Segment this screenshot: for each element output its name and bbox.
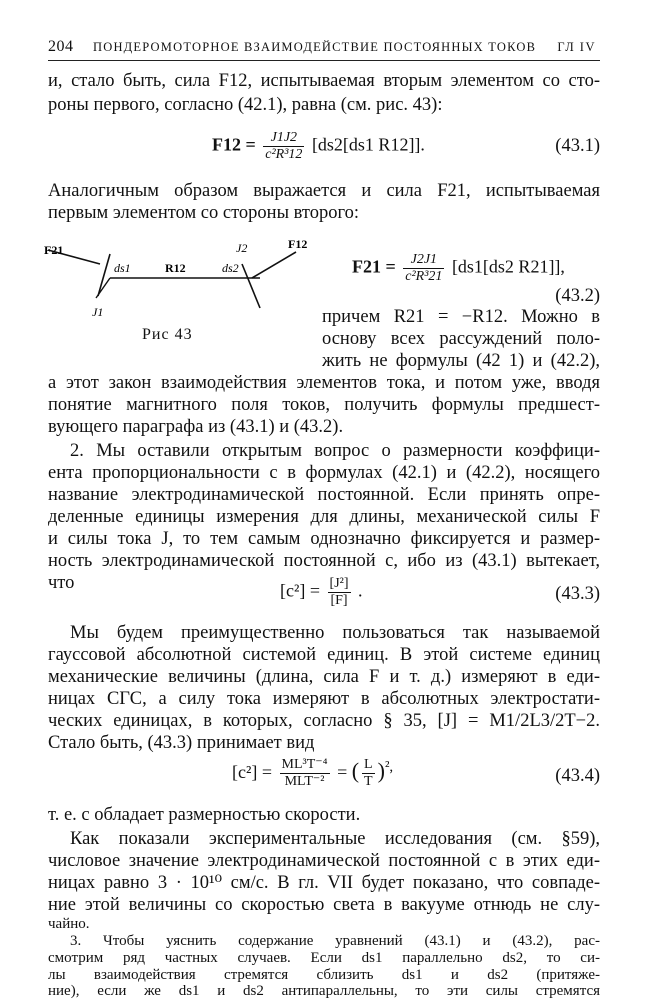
equation-number: (43.3) xyxy=(555,584,600,604)
f12-arrow xyxy=(252,252,296,278)
text-line: числовое значение электродинамической постоянной c в этих еди- xyxy=(48,851,600,871)
text-line: смотрим ряд частных случаев. Если ds1 параллельно ds2, то си- xyxy=(48,950,600,966)
text-line: 2. Мы оставили открытым вопрос о размерности коэффици- xyxy=(70,441,600,461)
text-line: деленные единицы измерения для длины, механической силы F xyxy=(48,507,600,527)
ds1-element xyxy=(98,254,110,296)
text-line: причем R21 = −R12. Можно в xyxy=(322,307,600,327)
text-line: 3. Чтобы уяснить содержание уравнений (43.1) и (43.2), рас- xyxy=(70,933,600,949)
label-r12: R12 xyxy=(165,261,186,275)
text-line: ента пропорциональности c в формулах (42.1) и (42.2), носящего xyxy=(48,463,600,483)
chapter-label: ГЛ IV xyxy=(557,40,596,54)
text-line: т. е. c обладает размерностью скорости. xyxy=(48,805,361,825)
running-header xyxy=(48,38,600,61)
text-line: ние этой величины со скоростью света в вакууме отнюдь не слу- xyxy=(48,895,600,915)
label-f21: F21 xyxy=(44,243,64,257)
equation-43-2: F21 = $\frac{J2J1}{\text{c²R³21}}$ [ds1[ds2 R21]], xyxy=(352,252,565,284)
label-j1: J1 xyxy=(92,305,104,319)
text-line: ческих единицах, в которых, согласно § 35, [J] = M1/2L3/2T−2. xyxy=(48,711,600,731)
text-line: что xyxy=(48,573,75,593)
text-line: гауссовой абсолютной системой единиц. В этой системе единиц xyxy=(48,645,600,665)
text-line: ность электродинамической постоянной c, ибо из (43.1) вытекает, xyxy=(48,551,600,571)
label-j2: J2 xyxy=(236,241,248,255)
figure-caption: Рис 43 xyxy=(142,326,193,343)
equation-number: (43.4) xyxy=(555,766,600,786)
text-line: роны первого, согласно (42.1), равна (см. рис. 43): xyxy=(48,95,443,115)
text-line: Аналогичным образом выражается и сила F21, испытываемая xyxy=(48,181,600,201)
text-line: и силы тока J, то тем самым однозначно фиксируется и размер- xyxy=(48,529,600,549)
text-line: лы взаимодействия стремятся сблизить ds1 и ds2 (притяже- xyxy=(48,967,600,983)
label-f12: F12 xyxy=(288,237,308,251)
text-line: ницах равно 3 · 10¹⁰ см/с. В гл. VII будет показано, что совпаде- xyxy=(48,873,600,893)
ds2-element xyxy=(242,264,260,308)
text-line: Как показали экспериментальные исследования (см. §59), xyxy=(70,829,600,849)
text-line: механические величины (длина, сила F и т. д.) измеряют в еди- xyxy=(48,667,600,687)
text-line: ницах СГС, а силу тока измеряют в абсолютных электростати- xyxy=(48,689,600,709)
text-line: Мы будем преимущественно пользоваться так называемой xyxy=(70,623,600,643)
text-line: ние), если же ds1 и ds2 антипараллельны, то эти силы стремятся xyxy=(48,983,600,999)
text-line: основу всех рассуждений поло- xyxy=(322,329,600,349)
text-line: понятие магнитного поля токов, получить формулы предшест- xyxy=(48,395,600,415)
text-line: название электродинамической постоянной. Если принять опре- xyxy=(48,485,600,505)
equation-number: (43.2) xyxy=(555,286,600,306)
text-line: а этот закон взаимодействия элементов тока, и потом уже, вводя xyxy=(48,373,600,393)
equation-43-1: F12 = $\frac{J1J2}{\text{c²R³12}}$ [ds2[ds1 R12]]. xyxy=(212,130,425,162)
equation-number: (43.1) xyxy=(555,136,600,156)
label-ds1: ds1 xyxy=(114,261,131,275)
figure-43 xyxy=(30,237,320,368)
label-ds2: ds2 xyxy=(222,261,239,275)
text-line: первым элементом со стороны второго: xyxy=(48,203,360,223)
equation-43-3: [c²] = $\frac{\text{[J²]}}{[F]}$ . xyxy=(280,576,363,608)
text-line: Стало быть, (43.3) принимает вид xyxy=(48,733,315,753)
text-line: чайно. xyxy=(48,916,90,932)
page-number: 204 xyxy=(48,38,74,55)
running-title: ПОНДЕРОМОТОРНОЕ ВЗАИМОДЕЙСТВИЕ ПОСТОЯННЫХ ТОКОВ xyxy=(93,40,537,54)
equation-43-4: [c²] = $\frac{\text{ML³T⁻⁴}}{\text{MLT⁻²}}$ = ( $\frac{L}{T}$ )$^{^2,}$ xyxy=(232,757,394,790)
text-line: жить не формулы (42 1) и (42.2), xyxy=(322,351,600,371)
text-line: и, стало быть, сила F12, испытываемая вторым элементом со сто- xyxy=(48,71,600,91)
text-line: вующего параграфа из (43.1) и (43.2). xyxy=(48,417,344,437)
